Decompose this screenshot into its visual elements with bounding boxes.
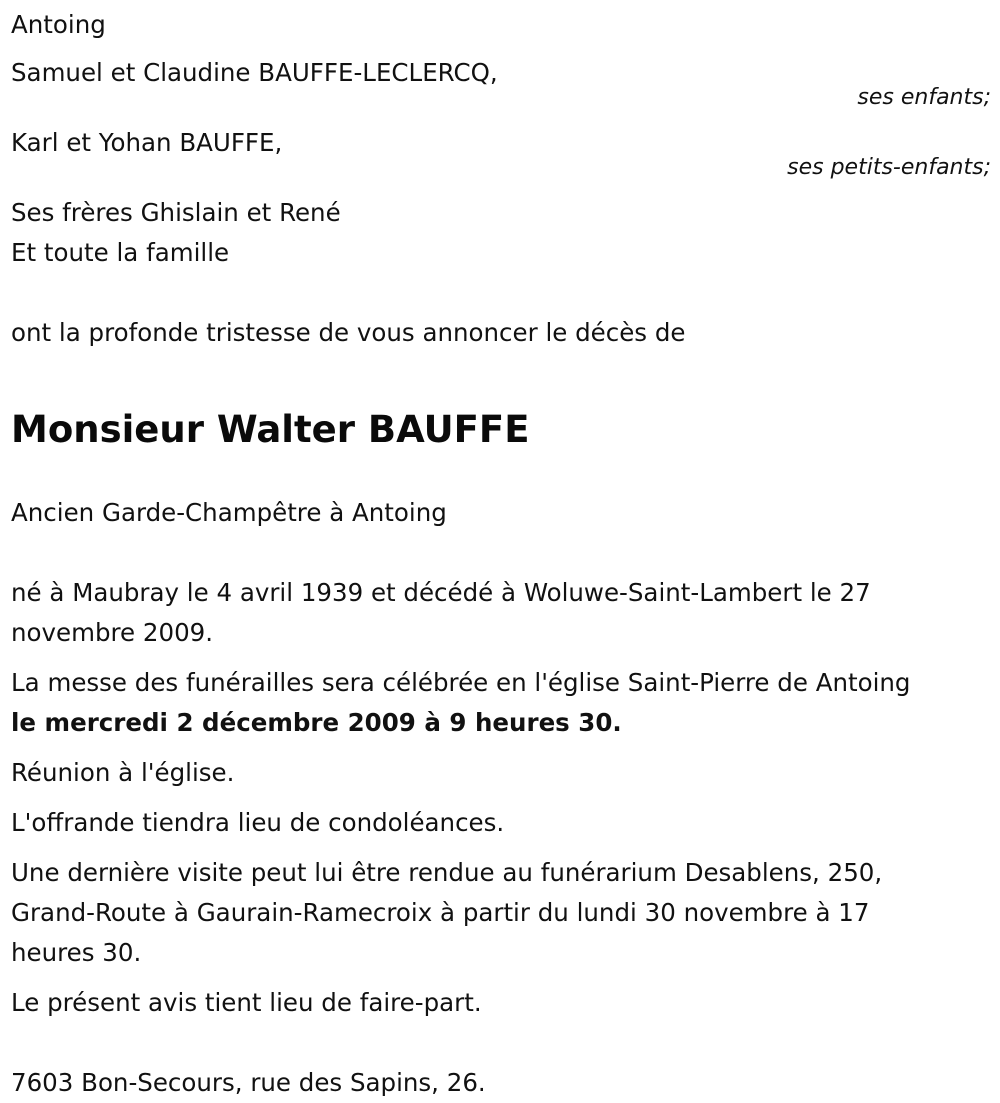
announcement-line: ont la profonde tristesse de vous annoncer le décès de xyxy=(11,318,686,347)
place-name: Antoing xyxy=(11,10,106,39)
address-line: 7603 Bon-Secours, rue des Sapins, 26. xyxy=(11,1068,486,1097)
birth-death-line: novembre 2009. xyxy=(11,618,214,647)
grandchildren-names: Karl et Yohan BAUFFE, xyxy=(11,128,283,157)
mass-paragraph xyxy=(11,663,991,743)
visit-line: Grand-Route à Gaurain-Ramecroix à partir du lundi 30 novembre à 17 xyxy=(11,898,870,927)
visit-paragraph xyxy=(11,853,991,973)
notice-line: Le présent avis tient lieu de faire-part. xyxy=(11,988,482,1017)
children-role: ses enfants; xyxy=(857,85,991,110)
birth-death-line: né à Maubray le 4 avril 1939 et décédé à Woluwe-Saint-Lambert le 27 xyxy=(11,578,871,607)
birth-death-paragraph xyxy=(11,573,991,653)
mass-date: le mercredi 2 décembre 2009 à 9 heures 30. xyxy=(11,708,622,737)
meeting-line: Réunion à l'église. xyxy=(11,758,235,787)
mass-line: La messe des funérailles sera célébrée en l'église Saint-Pierre de Antoing xyxy=(11,668,911,697)
visit-line: Une dernière visite peut lui être rendue au funérarium Desablens, 250, xyxy=(11,858,883,887)
offering-line: L'offrande tiendra lieu de condoléances. xyxy=(11,808,505,837)
family-line: Et toute la famille xyxy=(11,238,230,267)
grandchildren-role: ses petits-enfants; xyxy=(787,155,991,180)
deceased-name: Monsieur Walter BAUFFE xyxy=(11,408,530,451)
obituary-notice xyxy=(11,5,991,1103)
brothers-line: Ses frères Ghislain et René xyxy=(11,198,341,227)
children-names: Samuel et Claudine BAUFFE-LECLERCQ, xyxy=(11,58,498,87)
visit-line: heures 30. xyxy=(11,938,142,967)
occupation-line: Ancien Garde-Champêtre à Antoing xyxy=(11,498,447,527)
